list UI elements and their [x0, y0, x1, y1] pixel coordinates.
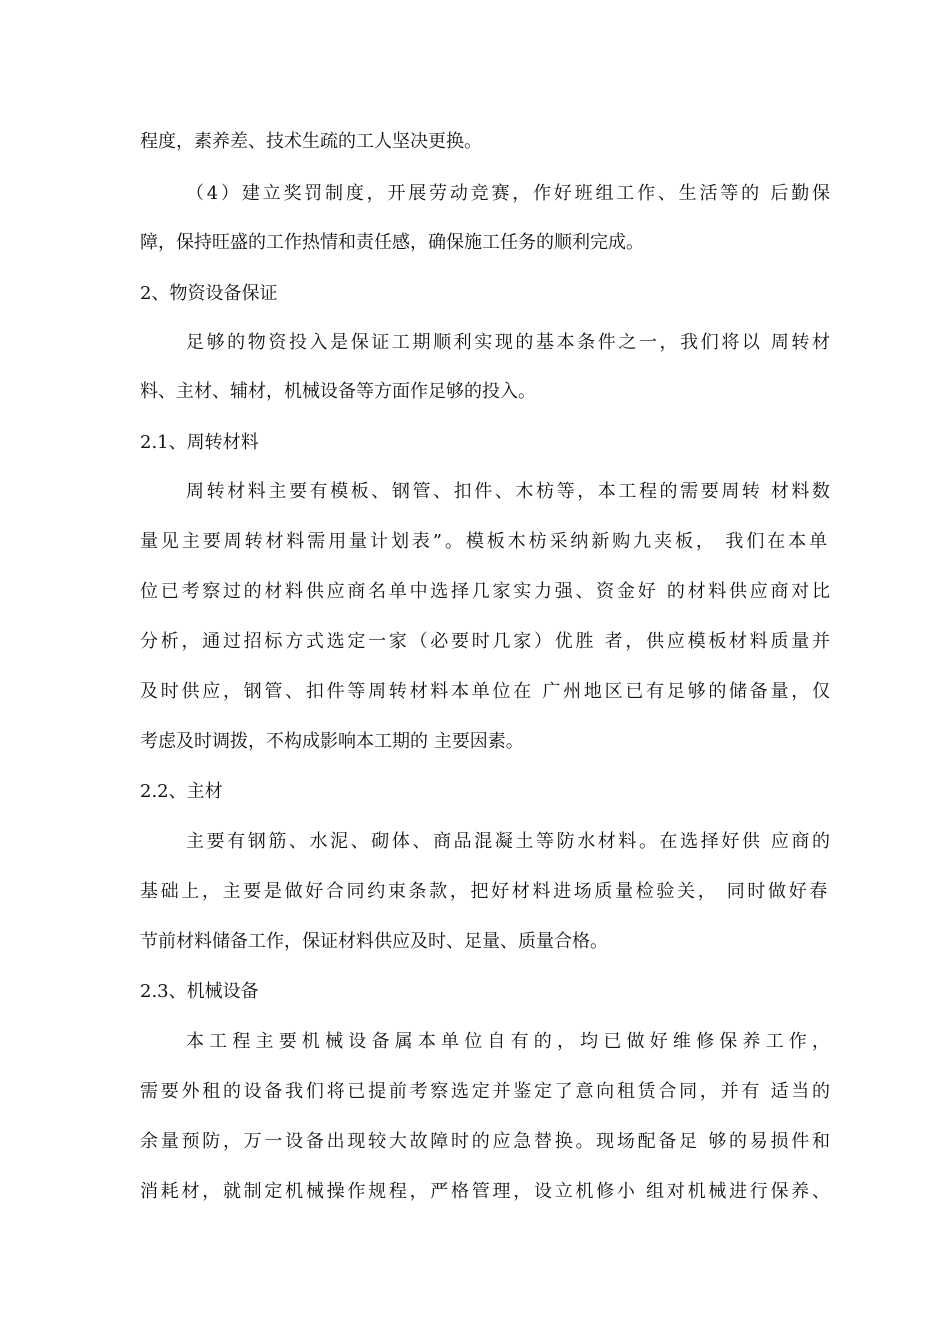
section-heading: 2.2、主材	[140, 781, 223, 802]
paragraph-line: 本工程主要机械设备属本单位自有的，均已做好维修保养工作，	[186, 1031, 836, 1052]
paragraph-line: 消耗材，就制定机械操作规程，严格管理，设立机修小 组对机械进行保养、	[140, 1181, 833, 1202]
paragraph-line: 主要有钢筋、水泥、砌体、商品混凝土等防水材料。在选择好供 应商的	[186, 831, 833, 852]
paragraph-line: 量见主要周转材料需用量计划表”。模板木枋采纳新购九夹板， 我们在本单	[140, 531, 830, 552]
section-heading: 2.3、机械设备	[140, 981, 259, 1002]
paragraph-line: 周转材料主要有模板、钢管、扣件、木枋等，本工程的需要周转 材料数	[186, 481, 833, 502]
paragraph-line: 节前材料储备工作，保证材料供应及时、足量、质量合格。	[140, 931, 608, 952]
paragraph-line: 程度，素养差、技术生疏的工人坚决更换。	[140, 131, 482, 152]
paragraph-line: 考虑及时调拨，不构成影响本工期的 主要因素。	[140, 731, 524, 752]
paragraph-line: 障，保持旺盛的工作热情和责任感，确保施工任务的顺利完成。	[140, 232, 644, 253]
paragraph-line: 余量预防，万一设备出现较大故障时的应急替换。现场配备足 够的易损件和	[140, 1131, 833, 1152]
section-heading: 2.1、周转材料	[140, 432, 259, 453]
section-heading: 2、物资设备保证	[140, 283, 278, 304]
paragraph-line: 需要外租的设备我们将已提前考察选定并鉴定了意向租赁合同，并有 适当的	[140, 1081, 833, 1102]
paragraph-line: 料、主材、辅材，机械设备等方面作足够的投入。	[140, 381, 536, 402]
paragraph-line: （4）建立奖罚制度，开展劳动竞赛，作好班组工作、生活等的 后勤保	[186, 183, 833, 204]
paragraph-line: 足够的物资投入是保证工期顺利实现的基本条件之一，我们将以 周转材	[186, 332, 833, 353]
paragraph-line: 及时供应，钢管、扣件等周转材料本单位在 广州地区已有足够的储备量，仅	[140, 681, 833, 702]
paragraph-line: 基础上，主要是做好合同约束条款，把好材料进场质量检验关， 同时做好春	[140, 881, 830, 902]
paragraph-line: 位已考察过的材料供应商名单中选择几家实力强、资金好 的材料供应商对比	[140, 581, 833, 602]
paragraph-line: 分析，通过招标方式选定一家（必要时几家）优胜 者，供应模板材料质量并	[140, 631, 833, 652]
